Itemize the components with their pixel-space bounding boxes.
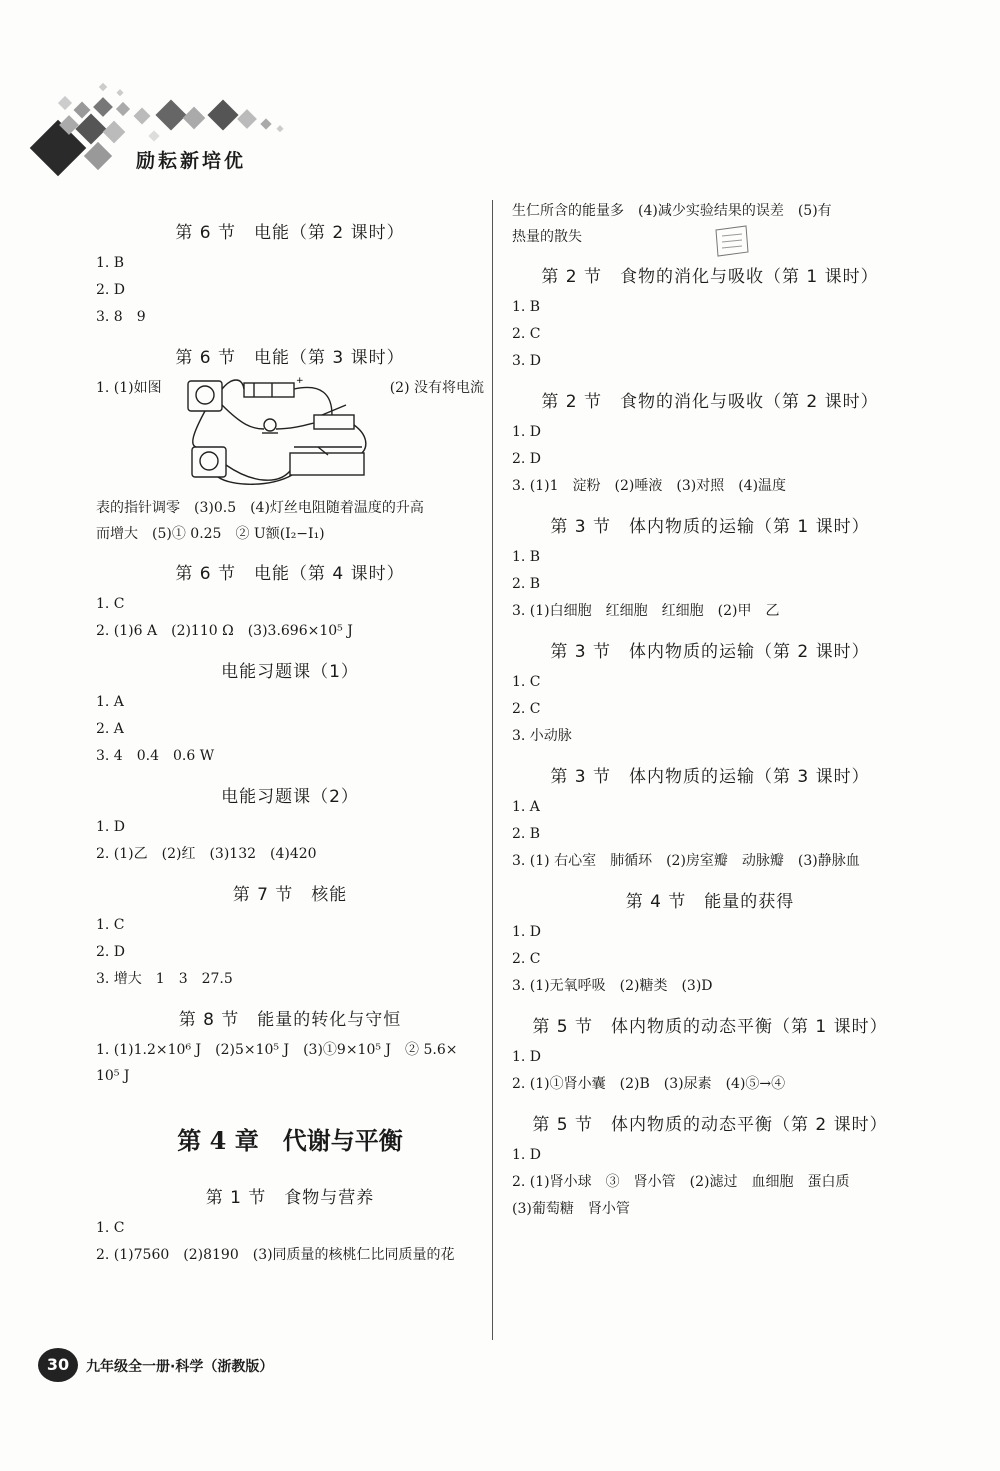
svg-text:+: + <box>296 376 304 386</box>
answer-item: 1. C <box>96 1220 125 1236</box>
answer-item: 3. (1) 右心室 肺循环 (2)房室瓣 动脉瓣 (3)静脉血 <box>512 853 860 869</box>
answer-continuation: (3)葡萄糖 肾小管 <box>512 1201 630 1217</box>
section-heading: 第 4 节 能量的获得 <box>625 892 795 912</box>
answer-item: 2. D <box>96 282 126 298</box>
page-footer <box>30 1340 430 1390</box>
answer-item: 3. (1)无氧呼吸 (2)糖类 (3)D <box>512 978 713 994</box>
section-heading: 第 5 节 体内物质的动态平衡（第 2 课时） <box>532 1115 888 1135</box>
left-column <box>96 206 484 1269</box>
answer-item: 1. B <box>512 299 541 315</box>
answer-continuation: 生仁所含的能量多 (4)减少实验结果的误差 (5)有 <box>512 203 832 219</box>
section-heading: 第 3 节 体内物质的运输（第 3 课时） <box>550 767 870 787</box>
section-heading: 电能习题课（1） <box>221 662 359 682</box>
answer-item: 3. 增大 1 3 27.5 <box>96 971 233 987</box>
answer-continuation: 热量的散失 <box>512 229 582 245</box>
answer-item: 1. C <box>512 674 541 690</box>
answer-item: 2. (1)肾小球 ③ 肾小管 (2)滤过 血细胞 蛋白质 <box>512 1174 850 1190</box>
answer-item: 3. 8 9 <box>96 309 146 325</box>
section-heading: 第 3 节 体内物质的运输（第 2 课时） <box>550 642 870 662</box>
answer-item: 1. B <box>512 549 541 565</box>
answer-item: 1. (1)如图 <box>96 380 162 396</box>
answer-item: 1. C <box>96 917 125 933</box>
answer-item: 2. D <box>512 451 542 467</box>
answer-item: 2. (1)乙 (2)红 (3)132 (4)420 <box>96 846 317 862</box>
answer-item: 3. D <box>512 353 542 369</box>
answer-item: 2. D <box>96 944 126 960</box>
page-header <box>0 0 1000 200</box>
answer-item: 2. (1)①肾小囊 (2)B (3)尿素 (4)⑤→④ <box>512 1076 786 1092</box>
section-heading: 第 2 节 食物的消化与吸收（第 2 课时） <box>541 392 879 412</box>
answer-item: 1. A <box>96 694 124 710</box>
answer-item: 2. (1)7560 (2)8190 (3)同质量的核桃仁比同质量的花 <box>96 1247 455 1263</box>
answer-item: 1. B <box>96 255 125 271</box>
section-heading: 电能习题课（2） <box>221 787 359 807</box>
answer-item: (2) 没有将电流 <box>389 380 484 396</box>
answer-item: 3. (1)白细胞 红细胞 红细胞 (2)甲 乙 <box>512 603 780 619</box>
answer-continuation: 而增大 (5)① 0.25 ② U额(I₂−I₁) <box>96 526 325 542</box>
answer-continuation: 10⁵ J <box>96 1068 130 1084</box>
answer-item: 2. C <box>512 326 541 342</box>
answer-item: 2. C <box>512 701 541 717</box>
brand-title: 励耘新培优 <box>136 150 247 172</box>
answer-item: 1. D <box>512 424 542 440</box>
answer-item: 2. B <box>512 826 541 842</box>
section-heading: 第 2 节 食物的消化与吸收（第 1 课时） <box>541 267 879 287</box>
section-heading: 第 3 节 体内物质的运输（第 1 课时） <box>550 517 870 537</box>
answer-item: 1. D <box>512 1049 542 1065</box>
section-heading: 第 8 节 能量的转化与守恒 <box>178 1010 402 1030</box>
section-heading: 第 6 节 电能（第 2 课时） <box>175 223 405 243</box>
answer-continuation: 表的指针调零 (3)0.5 (4)灯丝电阻随着温度的升高 <box>96 500 424 516</box>
column-divider <box>492 200 493 1340</box>
answer-item: 1. (1)1.2×10⁶ J (2)5×10⁵ J (3)①9×10⁵ J ② 5.6× <box>96 1042 458 1058</box>
answer-item: 3. (1)1 淀粉 (2)唾液 (3)对照 (4)温度 <box>512 478 787 494</box>
section-heading: 第 5 节 体内物质的动态平衡（第 1 课时） <box>532 1017 888 1037</box>
page-number: 30 <box>38 1348 78 1382</box>
answer-item: 1. D <box>96 819 126 835</box>
section-heading: 第 1 节 食物与营养 <box>205 1188 375 1208</box>
answer-item: 2. (1)6 A (2)110 Ω (3)3.696×10⁵ J <box>96 623 353 639</box>
chapter-title: 第 4 章 代谢与平衡 <box>177 1126 403 1155</box>
answer-item: 2. C <box>512 951 541 967</box>
answer-item: 1. D <box>512 1147 542 1163</box>
circuit-answer-row <box>96 375 484 495</box>
answer-item: 2. B <box>512 576 541 592</box>
answer-item: 1. D <box>512 924 542 940</box>
answer-item: 1. C <box>96 596 125 612</box>
section-heading: 第 6 节 电能（第 3 课时） <box>175 348 405 368</box>
circuit-diagram <box>182 375 372 490</box>
answer-item: 3. 小动脉 <box>512 728 572 744</box>
answer-item: 3. 4 0.4 0.6 W <box>96 748 215 764</box>
answer-item: 1. A <box>512 799 540 815</box>
right-column <box>512 198 908 1223</box>
section-heading: 第 7 节 核能 <box>232 885 348 905</box>
answer-item: 2. A <box>96 721 124 737</box>
book-title: 九年级全一册·科学（浙教版） <box>86 1359 274 1375</box>
section-heading: 第 6 节 电能（第 4 课时） <box>175 564 405 584</box>
